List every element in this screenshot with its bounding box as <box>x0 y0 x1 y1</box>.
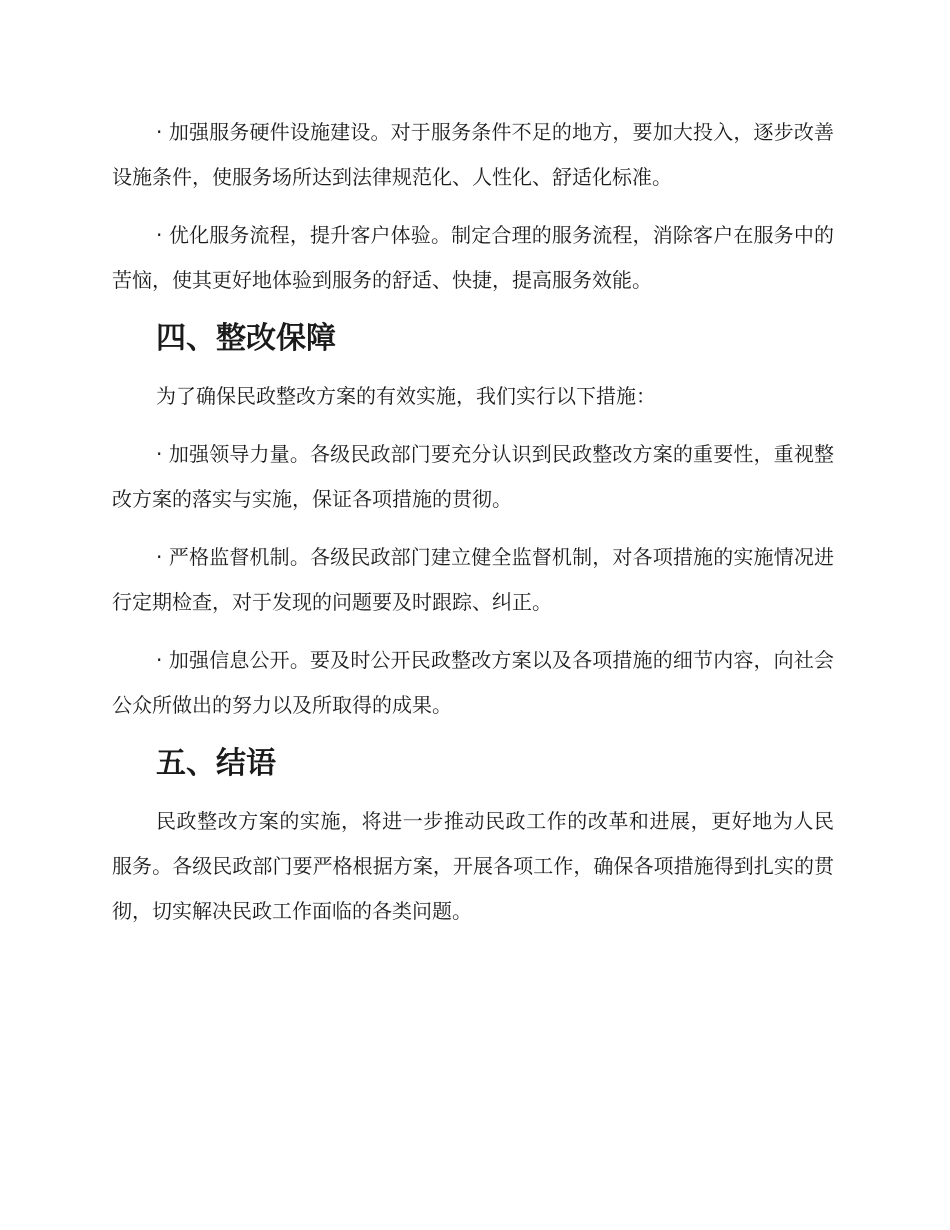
paragraph-information-disclosure: · 加强信息公开。要及时公开民政整改方案以及各项措施的细节内容，向社会公众所做出的努力以及所取得的成果。 <box>112 648 834 717</box>
section-heading-guarantee: 四、整改保障 <box>156 321 336 356</box>
paragraph-hardware-facilities: · 加强服务硬件设施建设。对于服务条件不足的地方，要加大投入，逐步改善设施条件，使服务场所达到法律规范化、人性化、舒适化标准。 <box>112 120 834 189</box>
paragraph-leadership: · 加强领导力量。各级民政部门要充分认识到民政整改方案的重要性，重视整改方案的落实与实施，保证各项措施的贯彻。 <box>112 442 834 511</box>
paragraph-optimize-process: · 优化服务流程，提升客户体验。制定合理的服务流程，消除客户在服务中的苦恼，使其更好地体验到服务的舒适、快捷，提高服务效能。 <box>112 223 834 292</box>
paragraph-supervision: · 严格监督机制。各级民政部门建立健全监督机制，对各项措施的实施情况进行定期检查，对于发现的问题要及时跟踪、纠正。 <box>112 545 834 614</box>
section-heading-conclusion: 五、结语 <box>156 746 276 781</box>
paragraph-conclusion: 民政整改方案的实施，将进一步推动民政工作的改革和进展，更好地为人民服务。各级民政部门要严格根据方案，开展各项工作，确保各项措施得到扎实的贯彻，切实解决民政工作面临的各类问题。 <box>112 809 834 923</box>
paragraph-guarantee-intro: 为了确保民政整改方案的有效实施，我们实行以下措施： <box>156 384 656 408</box>
document-body <box>112 110 834 947</box>
